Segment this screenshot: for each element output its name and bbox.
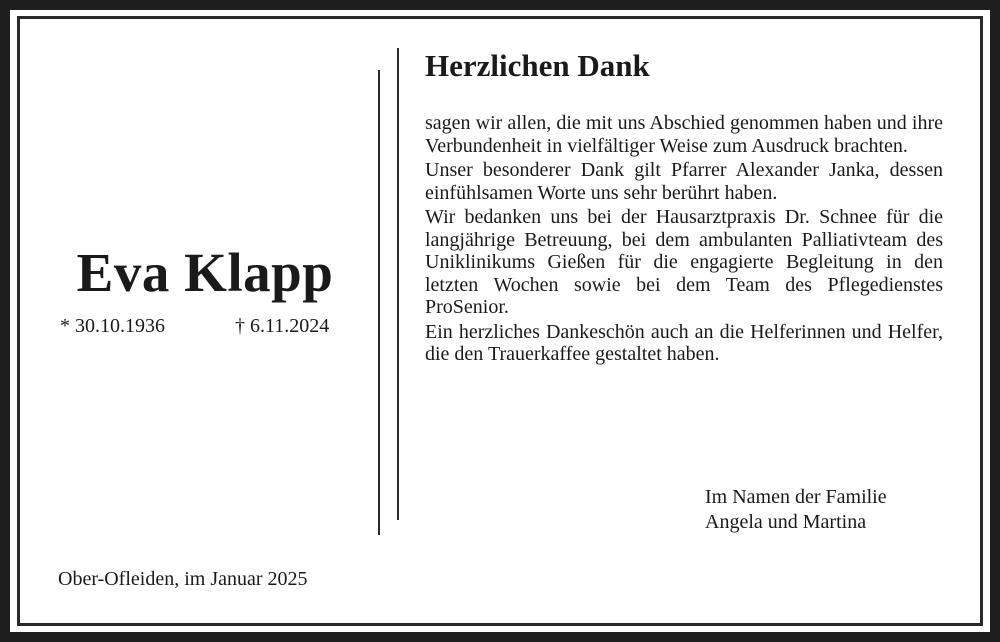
thanks-heading: Herzlichen Dank — [425, 48, 650, 83]
divider-line-right — [397, 48, 399, 520]
paragraph-2: Unser besonderer Dank gilt Pfarrer Alexander Janka, dessen einfühlsamen Worte uns sehr berührt haben. — [425, 159, 943, 204]
deceased-name: Eva Klapp — [76, 242, 334, 303]
divider-line-left — [378, 70, 380, 535]
thanks-body — [425, 112, 943, 368]
signature-line-1: Im Namen der Familie — [705, 486, 887, 508]
signature-block — [705, 485, 887, 534]
paragraph-3: Wir bedanken uns bei der Hausarztpraxis Dr. Schnee für die langjährige Betreuung, bei dem ambulanten Palliativteam des Uniklinikums Gießen für die engagierte Begleitung in den letzten Wochen sowie bei dem Team des Pflegedienstes ProSenior. — [425, 206, 943, 318]
place-and-date: Ober-Ofleiden, im Januar 2025 — [58, 568, 308, 590]
birth-date: * 30.10.1936 — [60, 315, 165, 337]
paragraph-4: Ein herzliches Dankeschön auch an die Helferinnen und Helfer, die den Trauerkaffee gestaltet haben. — [425, 320, 943, 365]
signature-line-2: Angela und Martina — [705, 510, 867, 533]
obituary-card — [10, 10, 990, 632]
death-date: † 6.11.2024 — [235, 315, 330, 337]
paragraph-1: sagen wir allen, die mit uns Abschied genommen haben und ihre Verbundenheit in vielfältiger Weise zum Ausdruck brachten. — [425, 112, 943, 157]
